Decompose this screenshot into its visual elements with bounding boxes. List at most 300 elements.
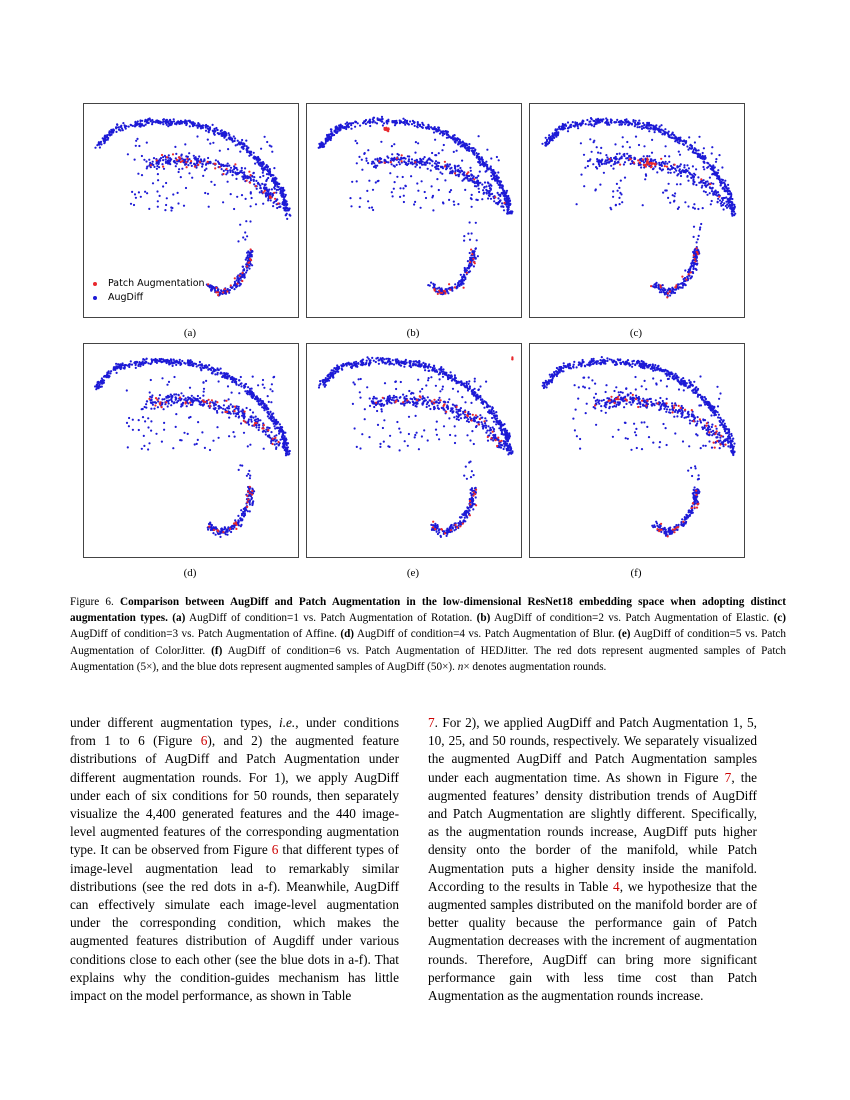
patch-augmentation-point	[473, 178, 475, 180]
augdiff-point	[188, 417, 190, 419]
augdiff-point	[406, 164, 408, 166]
augdiff-point	[404, 185, 406, 187]
augdiff-point	[469, 179, 471, 181]
augdiff-point	[497, 192, 499, 194]
scatter-plot-e	[307, 344, 521, 557]
augdiff-point	[250, 205, 252, 207]
augdiff-point	[367, 200, 369, 202]
augdiff-point	[180, 392, 182, 394]
patch-augmentation-point	[650, 166, 652, 168]
patch-augmentation-point	[189, 402, 191, 404]
augdiff-point	[682, 287, 684, 289]
augdiff-point	[359, 197, 361, 199]
augdiff-point	[593, 140, 595, 142]
augdiff-point	[127, 153, 129, 155]
augdiff-point	[606, 124, 608, 126]
augdiff-point	[221, 129, 223, 131]
patch-augmentation-point	[150, 164, 152, 166]
augdiff-point	[460, 384, 462, 386]
augdiff-point	[417, 190, 419, 192]
augdiff-point	[177, 202, 179, 204]
patch-augmentation-point	[179, 396, 181, 398]
augdiff-point	[605, 121, 607, 123]
patch-augmentation-point	[666, 166, 668, 168]
augdiff-point	[428, 124, 430, 126]
augdiff-point	[564, 124, 566, 126]
augdiff-point	[146, 192, 148, 194]
augdiff-point	[592, 120, 594, 122]
augdiff-point	[393, 188, 395, 190]
augdiff-point	[443, 133, 445, 135]
augdiff-point	[245, 509, 247, 511]
augdiff-point	[695, 152, 697, 154]
augdiff-point	[468, 150, 470, 152]
augdiff-point	[673, 292, 675, 294]
augdiff-point	[455, 169, 457, 171]
augdiff-point	[263, 186, 265, 188]
augdiff-point	[252, 411, 254, 413]
augdiff-point	[152, 182, 154, 184]
augdiff-point	[233, 288, 235, 290]
augdiff-point	[359, 125, 361, 127]
patch-augmentation-point	[630, 158, 632, 160]
augdiff-point	[197, 395, 199, 397]
augdiff-point	[391, 153, 393, 155]
augdiff-point	[583, 154, 585, 156]
augdiff-point	[454, 134, 456, 136]
augdiff-point	[233, 165, 235, 167]
augdiff-point	[435, 128, 437, 130]
augdiff-point	[651, 152, 653, 154]
augdiff-point	[116, 124, 118, 126]
augdiff-point	[687, 205, 689, 207]
augdiff-point	[163, 429, 165, 431]
augdiff-point	[474, 248, 476, 250]
augdiff-point	[287, 442, 289, 444]
patch-augmentation-point	[216, 529, 218, 531]
augdiff-point	[336, 368, 338, 370]
patch-augmentation-point	[272, 443, 274, 445]
augdiff-point	[670, 134, 672, 136]
augdiff-point	[170, 404, 172, 406]
augdiff-point	[667, 168, 669, 170]
augdiff-point	[345, 128, 347, 130]
augdiff-point	[658, 162, 660, 164]
augdiff-point	[326, 139, 328, 141]
augdiff-point	[247, 177, 249, 179]
augdiff-point	[432, 209, 434, 211]
augdiff-point	[724, 185, 726, 187]
augdiff-point	[280, 439, 282, 441]
augdiff-point	[147, 417, 149, 419]
patch-augmentation-point	[688, 273, 690, 275]
augdiff-point	[189, 397, 191, 399]
augdiff-point	[463, 178, 465, 180]
augdiff-point	[391, 191, 393, 193]
augdiff-point	[263, 405, 265, 407]
augdiff-point	[687, 180, 689, 182]
augdiff-point	[229, 289, 231, 291]
augdiff-point	[616, 153, 618, 155]
augdiff-point	[485, 171, 487, 173]
augdiff-point	[271, 188, 273, 190]
augdiff-point	[596, 167, 598, 169]
augdiff-point	[399, 121, 401, 123]
augdiff-point	[135, 140, 137, 142]
augdiff-point	[230, 139, 232, 141]
augdiff-point	[234, 283, 236, 285]
augdiff-point	[212, 124, 214, 126]
scatter-panel-c	[529, 103, 745, 318]
patch-augmentation-point	[439, 292, 441, 294]
augdiff-point	[135, 364, 137, 366]
augdiff-point	[468, 383, 470, 385]
augdiff-point	[252, 172, 254, 174]
augdiff-point	[438, 152, 440, 154]
augdiff-point	[380, 158, 382, 160]
augdiff-point	[572, 125, 574, 127]
patch-augmentation-point	[669, 290, 671, 292]
augdiff-point	[157, 206, 159, 208]
augdiff-point	[634, 122, 636, 124]
patch-augmentation-point	[229, 528, 231, 530]
augdiff-point	[378, 359, 380, 361]
augdiff-point	[202, 395, 204, 397]
augdiff-point	[282, 187, 284, 189]
augdiff-point	[698, 235, 700, 237]
augdiff-point	[125, 128, 127, 130]
augdiff-point	[205, 126, 207, 128]
patch-augmentation-point	[433, 288, 435, 290]
augdiff-point	[263, 184, 265, 186]
patch-augmentation-point	[693, 254, 695, 256]
augdiff-point	[138, 429, 140, 431]
augdiff-point	[576, 122, 578, 124]
augdiff-point	[356, 142, 358, 144]
augdiff-point	[567, 130, 569, 132]
augdiff-point	[692, 151, 694, 153]
augdiff-point	[468, 266, 470, 268]
augdiff-point	[220, 368, 222, 370]
augdiff-point	[398, 161, 400, 163]
augdiff-point	[175, 413, 177, 415]
patch-augmentation-point	[255, 185, 257, 187]
augdiff-point	[257, 384, 259, 386]
augdiff-point	[275, 434, 277, 436]
augdiff-point	[399, 163, 401, 165]
augdiff-point	[712, 183, 714, 185]
augdiff-point	[373, 162, 375, 164]
augdiff-point	[221, 376, 223, 378]
augdiff-point	[168, 402, 170, 404]
augdiff-point	[246, 392, 248, 394]
augdiff-point	[611, 160, 613, 162]
patch-augmentation-point	[642, 158, 644, 160]
augdiff-point	[115, 363, 117, 365]
augdiff-point	[239, 170, 241, 172]
augdiff-point	[371, 206, 373, 208]
augdiff-point	[630, 163, 632, 165]
augdiff-point	[394, 124, 396, 126]
augdiff-point	[612, 168, 614, 170]
augdiff-point	[197, 161, 199, 163]
augdiff-point	[116, 372, 118, 374]
augdiff-point	[248, 252, 250, 254]
augdiff-point	[258, 157, 260, 159]
augdiff-point	[177, 192, 179, 194]
augdiff-point	[407, 160, 409, 162]
augdiff-point	[205, 130, 207, 132]
augdiff-point	[285, 214, 287, 216]
augdiff-point	[497, 202, 499, 204]
augdiff-point	[367, 162, 369, 164]
augdiff-point	[318, 147, 320, 149]
patch-augmentation-point	[148, 398, 150, 400]
augdiff-point	[490, 188, 492, 190]
augdiff-point	[705, 191, 707, 193]
scatter-panel-d	[83, 343, 299, 558]
augdiff-point	[476, 181, 478, 183]
augdiff-point	[144, 420, 146, 422]
augdiff-point	[272, 194, 274, 196]
patch-augmentation-point	[211, 399, 213, 401]
augdiff-point	[255, 180, 257, 182]
augdiff-point	[260, 148, 262, 150]
augdiff-point	[411, 123, 413, 125]
augdiff-point	[478, 135, 480, 137]
augdiff-point	[243, 177, 245, 179]
augdiff-point	[244, 512, 246, 514]
augdiff-point	[672, 194, 674, 196]
augdiff-point	[233, 526, 235, 528]
augdiff-point	[682, 143, 684, 145]
augdiff-point	[284, 202, 286, 204]
patch-augmentation-point	[165, 401, 167, 403]
augdiff-point	[503, 209, 505, 211]
patch-augmentation-point	[247, 490, 249, 492]
augdiff-point	[260, 400, 262, 402]
augdiff-point	[243, 413, 245, 415]
patch-augmentation-point	[274, 198, 276, 200]
augdiff-point	[243, 515, 245, 517]
augdiff-point	[226, 534, 228, 536]
augdiff-point	[267, 193, 269, 195]
augdiff-point	[468, 271, 470, 273]
augdiff-point	[497, 197, 499, 199]
augdiff-point	[192, 122, 194, 124]
augdiff-point	[173, 402, 175, 404]
augdiff-point	[285, 210, 287, 212]
augdiff-point	[555, 130, 557, 132]
augdiff-point	[449, 163, 451, 165]
augdiff-point	[273, 376, 275, 378]
augdiff-point	[173, 362, 175, 364]
augdiff-point	[688, 167, 690, 169]
augdiff-point	[126, 389, 128, 391]
augdiff-point	[392, 359, 394, 361]
augdiff-point	[199, 361, 201, 363]
augdiff-point	[285, 437, 287, 439]
augdiff-point	[165, 122, 167, 124]
augdiff-point	[194, 443, 196, 445]
patch-augmentation-point	[655, 163, 657, 165]
augdiff-point	[478, 191, 480, 193]
augdiff-point	[243, 432, 245, 434]
patch-augmentation-point	[609, 158, 611, 160]
augdiff-point	[493, 410, 495, 412]
augdiff-point	[354, 126, 356, 128]
augdiff-point	[258, 400, 260, 402]
augdiff-point	[447, 131, 449, 133]
augdiff-point	[253, 180, 255, 182]
augdiff-point	[648, 122, 650, 124]
augdiff-point	[228, 417, 230, 419]
augdiff-point	[492, 169, 494, 171]
augdiff-point	[404, 124, 406, 126]
augdiff-point	[215, 404, 217, 406]
augdiff-point	[155, 402, 157, 404]
patch-augmentation-point	[154, 404, 156, 406]
scatter-panel-a	[83, 103, 299, 318]
augdiff-point	[228, 398, 230, 400]
augdiff-point	[240, 524, 242, 526]
augdiff-point	[693, 149, 695, 151]
augdiff-point	[389, 363, 391, 365]
patch-augmentation-point	[690, 271, 692, 273]
augdiff-point	[200, 158, 202, 160]
augdiff-point	[404, 120, 406, 122]
augdiff-point	[599, 184, 601, 186]
augdiff-point	[186, 405, 188, 407]
augdiff-point	[349, 197, 351, 199]
augdiff-point	[218, 380, 220, 382]
patch-augmentation-point	[214, 167, 216, 169]
augdiff-point	[734, 206, 736, 208]
augdiff-point	[466, 385, 468, 387]
augdiff-point	[242, 266, 244, 268]
augdiff-point	[379, 118, 381, 120]
augdiff-point	[142, 416, 144, 418]
augdiff-point	[172, 365, 174, 367]
augdiff-point	[226, 528, 228, 530]
augdiff-point	[235, 178, 237, 180]
augdiff-point	[481, 156, 483, 158]
augdiff-point	[207, 157, 209, 159]
augdiff-point	[615, 204, 617, 206]
augdiff-point	[215, 159, 217, 161]
augdiff-point	[382, 118, 384, 120]
augdiff-point	[162, 159, 164, 161]
augdiff-point	[648, 155, 650, 157]
augdiff-point	[476, 157, 478, 159]
augdiff-point	[717, 201, 719, 203]
patch-augmentation-point	[246, 495, 248, 497]
patch-augmentation-point	[234, 277, 236, 279]
augdiff-point	[614, 143, 616, 145]
augdiff-point	[731, 208, 733, 210]
augdiff-point	[462, 145, 464, 147]
patch-augmentation-point	[156, 399, 158, 401]
augdiff-point	[284, 206, 286, 208]
augdiff-point	[276, 184, 278, 186]
augdiff-point	[619, 203, 621, 205]
augdiff-point	[664, 155, 666, 157]
augdiff-point	[153, 408, 155, 410]
augdiff-point	[150, 430, 152, 432]
augdiff-point	[243, 171, 245, 173]
augdiff-point	[156, 165, 158, 167]
augdiff-point	[130, 203, 132, 205]
augdiff-point	[161, 398, 163, 400]
augdiff-point	[283, 193, 285, 195]
augdiff-point	[94, 147, 96, 149]
augdiff-point	[679, 168, 681, 170]
augdiff-point	[238, 411, 240, 413]
patch-augmentation-point	[222, 531, 224, 533]
augdiff-point	[391, 145, 393, 147]
patch-augmentation-point	[224, 288, 226, 290]
augdiff-point	[367, 149, 369, 151]
augdiff-point	[691, 147, 693, 149]
augdiff-point	[136, 138, 138, 140]
augdiff-point	[653, 286, 655, 288]
augdiff-point	[248, 470, 250, 472]
augdiff-point	[417, 121, 419, 123]
augdiff-point	[179, 359, 181, 361]
augdiff-point	[683, 166, 685, 168]
patch-augmentation-point	[186, 166, 188, 168]
augdiff-point	[157, 179, 159, 181]
augdiff-point	[481, 183, 483, 185]
augdiff-point	[426, 366, 428, 368]
patch-augmentation-point	[226, 168, 228, 170]
augdiff-point	[183, 205, 185, 207]
augdiff-point	[720, 182, 722, 184]
augdiff-point	[345, 363, 347, 365]
patch-augmentation-point	[384, 162, 386, 164]
augdiff-point	[163, 398, 165, 400]
augdiff-point	[176, 163, 178, 165]
augdiff-point	[669, 169, 671, 171]
augdiff-point	[284, 435, 286, 437]
augdiff-point	[280, 194, 282, 196]
augdiff-point	[355, 121, 357, 123]
augdiff-point	[601, 119, 603, 121]
augdiff-point	[434, 154, 436, 156]
augdiff-point	[233, 377, 235, 379]
augdiff-point	[476, 394, 478, 396]
augdiff-point	[375, 361, 377, 363]
augdiff-point	[155, 121, 157, 123]
patch-augmentation-point	[274, 437, 276, 439]
augdiff-point	[480, 158, 482, 160]
augdiff-point	[494, 172, 496, 174]
patch-augmentation-point	[236, 283, 238, 285]
augdiff-point	[159, 195, 161, 197]
augdiff-point	[619, 157, 621, 159]
augdiff-point	[200, 127, 202, 129]
augdiff-point	[282, 434, 284, 436]
augdiff-point	[356, 162, 358, 164]
patch-augmentation-point	[244, 421, 246, 423]
augdiff-point	[209, 128, 211, 130]
patch-augmentation-point	[666, 296, 668, 298]
augdiff-point	[677, 141, 679, 143]
augdiff-point	[150, 408, 152, 410]
augdiff-point	[235, 384, 237, 386]
augdiff-point	[228, 132, 230, 134]
augdiff-point	[702, 166, 704, 168]
